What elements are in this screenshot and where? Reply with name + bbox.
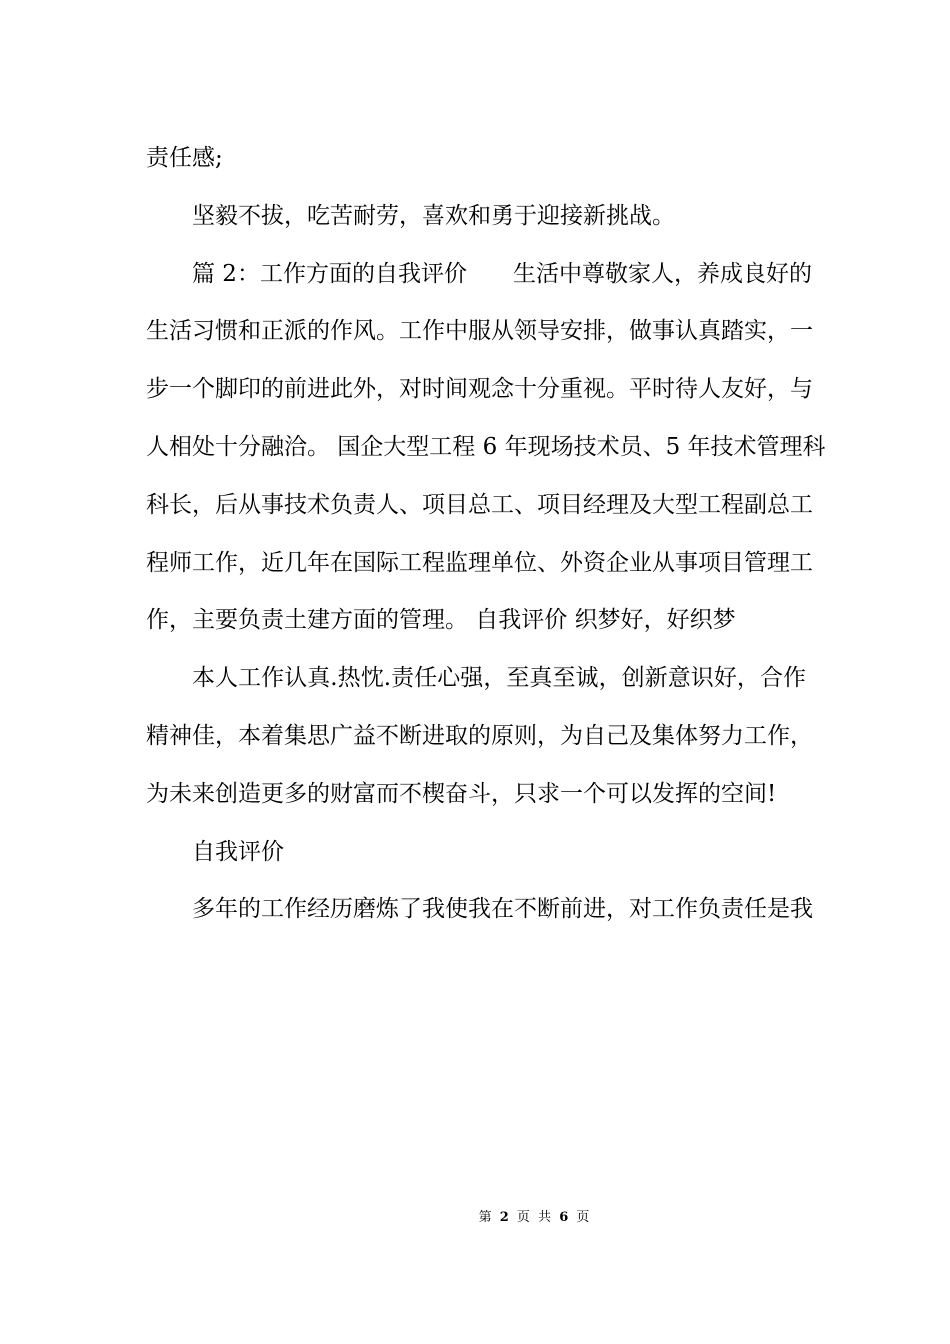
text-line: 步一个脚印的前进此外，对时间观念十分重视。平时待人友好，与 — [146, 376, 813, 403]
text-line: 篇 2：工作方面的自我评价 生活中尊敬家人，养成良好的 — [192, 260, 812, 287]
text-line: 多年的工作经历磨炼了我使我在不断前进，对工作负责任是我 — [192, 896, 813, 923]
total-page-number: 6 — [559, 1210, 571, 1225]
text-line: 责任感; — [146, 145, 223, 171]
footer-prefix: 第 — [478, 1210, 494, 1225]
text-line: 作，主要负责土建方面的管理。 自我评价 织梦好，好织梦 — [146, 607, 736, 634]
text-line: 为未来创造更多的财富而不楔奋斗，只求一个可以发挥的空间! — [146, 780, 777, 807]
text-line: 本人工作认真.热忱.责任心强，至真至诚，创新意识好，合作 — [192, 665, 806, 692]
text-line: 人相处十分融洽。 国企大型工程 6 年现场技术员、5 年技术管理科 — [146, 433, 826, 460]
page-footer — [0, 1206, 950, 1225]
text-line: 精神佳，本着集思广益不断进取的原则，为自己及集体努力工作， — [146, 722, 813, 749]
document-body — [146, 130, 826, 939]
section-heading: 自我评价 — [192, 838, 284, 865]
footer-middle: 页 共 — [516, 1210, 554, 1225]
text-line: 坚毅不拔，吃苦耐劳，喜欢和勇于迎接新挑战。 — [192, 202, 675, 229]
text-line: 程师工作，近几年在国际工程监理单位、外资企业从事项目管理工 — [146, 549, 813, 576]
text-line: 科长，后从事技术负责人、项目总工、项目经理及大型工程副总工 — [146, 491, 813, 518]
footer-suffix: 页 — [576, 1210, 592, 1225]
text-line: 生活习惯和正派的作风。工作中服从领导安排，做事认真踏实，一 — [146, 318, 813, 345]
current-page-number: 2 — [499, 1210, 511, 1225]
